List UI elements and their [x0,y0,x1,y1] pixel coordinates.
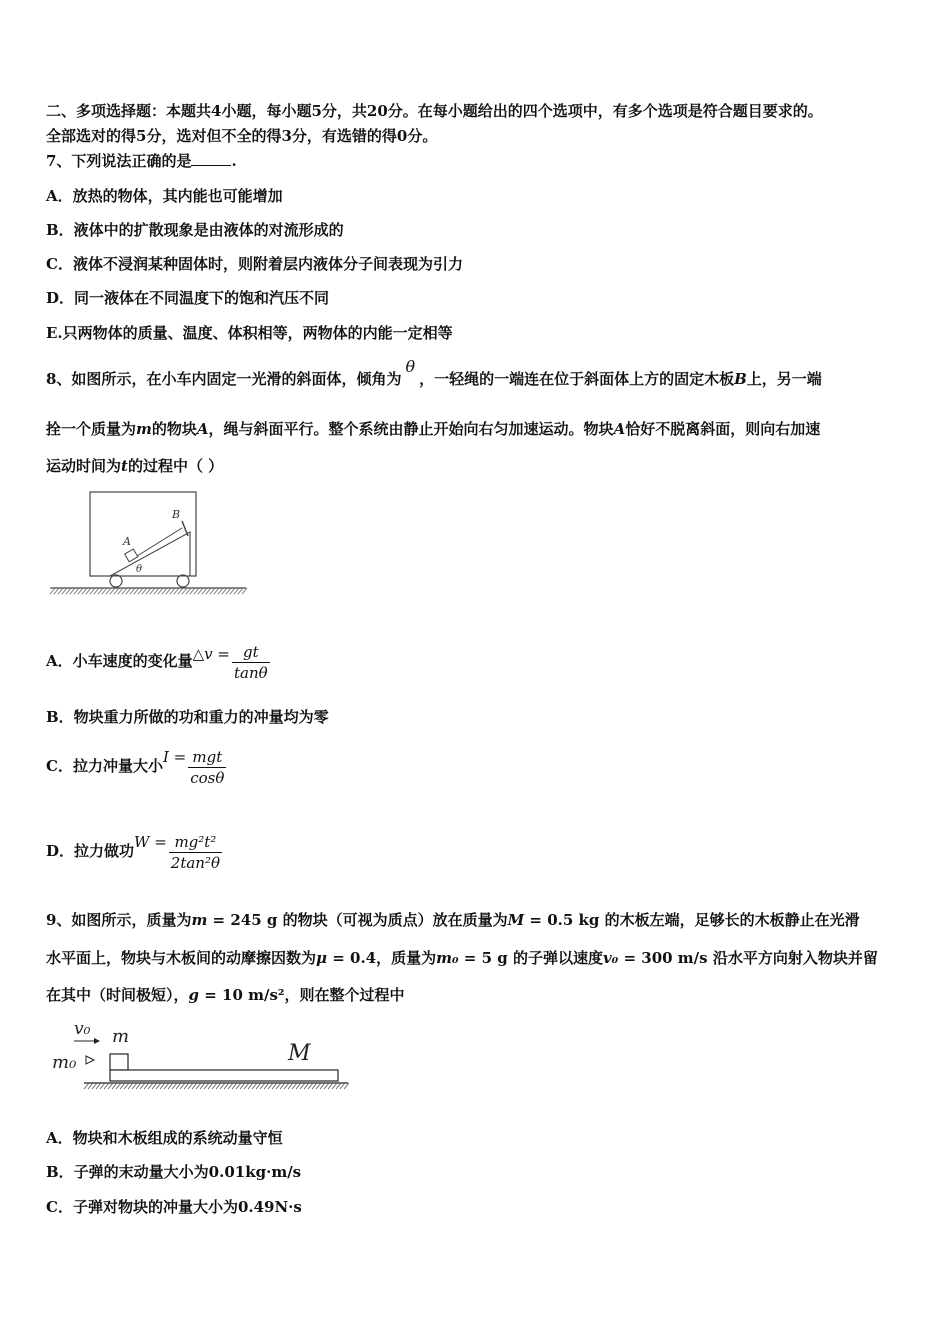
bullet-block-board-figure [48,1016,352,1096]
q9-m0: m₀ [436,949,459,967]
q9-mass-m: m [191,911,208,929]
q9-l3a: 在其中（时间极短）， [46,986,189,1004]
q9-l2a: 水平面上，物块与木板间的动摩擦因数为 [46,949,317,967]
q8-option-a-lhs: △v = [192,645,230,663]
q8-stem-line1 [46,357,822,389]
ground-hatching [50,588,247,594]
board-b-label: B [734,370,747,388]
q8-option-a-num: gt [232,642,270,663]
q8-option-d-lhs: W = [134,833,167,851]
q8-option-c-den: cosθ [190,768,225,787]
q8-option-d-den: 2tan²θ [170,853,220,872]
q9-l1b: = 245 g 的物块（可视为质点）放在质量为 [207,911,508,929]
q9-g: g [188,986,200,1004]
q8-l3b: 的过程中（ ） [127,457,224,475]
q8-option-d-text: D．拉力做功 [46,842,135,860]
q9-option-a: A．物块和木板组成的系统动量守恒 [46,1129,283,1147]
block-m [110,1054,128,1070]
fig-label-theta: θ [136,564,143,575]
cart-wheel-right [177,575,189,587]
q8-l1b: ，一轻绳的一端连在位于斜面体上方的固定木板 [419,370,735,388]
fig-label-a: A [123,535,131,548]
fig-label-b: B [172,508,181,521]
section-heading-line1: 二、多项选择题：本题共4小题，每小题5分，共20分。在每小题给出的四个选项中，有多个选项是符合题目要求的。 [46,102,823,120]
q8-option-a [46,640,270,682]
q8-option-c-fraction [188,747,226,788]
section-heading-line2: 全部选对的得5分，选对但不全的得3分，有选错的得0分。 [46,127,438,145]
q9-option-b: B．子弹的末动量大小为0.01kg·m/s [46,1163,302,1181]
q9-l1a: 9、如图所示，质量为 [46,911,192,929]
q8-option-a-fraction [232,642,270,683]
cart-body [90,492,196,576]
floor-hatching [84,1083,349,1089]
fig-v0-label: v₀ [74,1019,91,1039]
q9-l2b: = 0.4，质量为 [327,949,437,967]
fig-m0-label: m₀ [52,1052,77,1073]
fig-m-label: m [112,1026,130,1047]
q8-l2a: 拴一个质量为 [46,420,137,438]
q9-stem-line1 [46,910,860,930]
q7-option-d: D．同一液体在不同温度下的饱和汽压不同 [46,289,330,307]
time-t: t [121,457,128,475]
q9-l1c: = 0.5 kg 的木板左端，足够长的木板静止在光滑 [524,911,860,929]
q8-l2b: 的物块 [151,420,197,438]
mass-m: m [136,420,152,438]
q7-option-a: A．放热的物体，其内能也可能增加 [46,187,283,205]
rope [134,528,182,558]
q8-stem-line3 [46,456,223,476]
q8-option-c-text: C．拉力冲量大小 [46,757,163,775]
fixed-board-b [182,521,188,536]
q7-stem [46,151,237,171]
q9-option-c: C．子弹对物块的冲量大小为0.49N·s [46,1198,302,1216]
bullet [86,1056,94,1064]
block-a-label: A [196,420,209,438]
q9-stem-line2 [46,948,878,968]
q8-l2c: ，绳与斜面平行。整个系统由静止开始向右匀加速运动。物块 [208,420,614,438]
q8-stem-line2 [46,419,820,439]
cart-wheel-left [110,575,122,587]
q8-l3a: 运动时间为 [46,457,122,475]
q8-option-d-num: mg²t² [169,832,222,853]
q9-l3b: = 10 m/s²，则在整个过程中 [199,986,405,1004]
cart-incline-figure [48,488,250,600]
q7-option-c: C．液体不浸润某种固体时，则附着层内液体分子间表现为引力 [46,255,463,273]
q8-option-b: B．物块重力所做的功和重力的冲量均为零 [46,708,329,726]
theta-symbol: θ [405,357,416,376]
q8-l1a: 8、如图所示，在小车内固定一光滑的斜面体，倾角为 [46,370,402,388]
q9-stem-line3 [46,985,405,1005]
q8-option-d-fraction [169,832,222,873]
board-big-m [110,1070,338,1081]
q9-mu: μ [316,949,327,967]
q7-option-e: E.只两物体的质量、温度、体积相等，两物体的内能一定相等 [46,324,453,342]
q9-l2d: = 300 m/s 沿水平方向射入物块并留 [618,949,878,967]
q8-option-a-text: A．小车速度的变化量 [46,652,193,670]
q8-option-a-den: tanθ [234,663,268,682]
q8-l2d: 恰好不脱离斜面，则向右加速 [625,420,821,438]
velocity-arrowhead [94,1038,100,1044]
q8-option-c-lhs: I = [162,748,187,766]
q8-option-d [46,829,222,873]
q9-mass-big-m: M [507,911,525,929]
block-a [125,549,138,562]
q9-l2c: = 5 g 的子弹以速度 [458,949,603,967]
fig-big-m-label: M [288,1041,311,1066]
answer-blank [191,151,231,166]
q7-option-b: B．液体中的扩散现象是由液体的对流形成的 [46,221,344,239]
q9-v0: v₀ [602,949,619,967]
q8-option-c-num: mgt [188,747,226,768]
q8-option-c [46,745,226,787]
q7-stem-text: 7、下列说法正确的是 [46,152,192,170]
block-a-label-2: A [613,420,626,438]
q7-stem-end: . [231,152,237,170]
incline-wedge [110,532,190,576]
q8-l1c: 上，另一端 [746,370,822,388]
